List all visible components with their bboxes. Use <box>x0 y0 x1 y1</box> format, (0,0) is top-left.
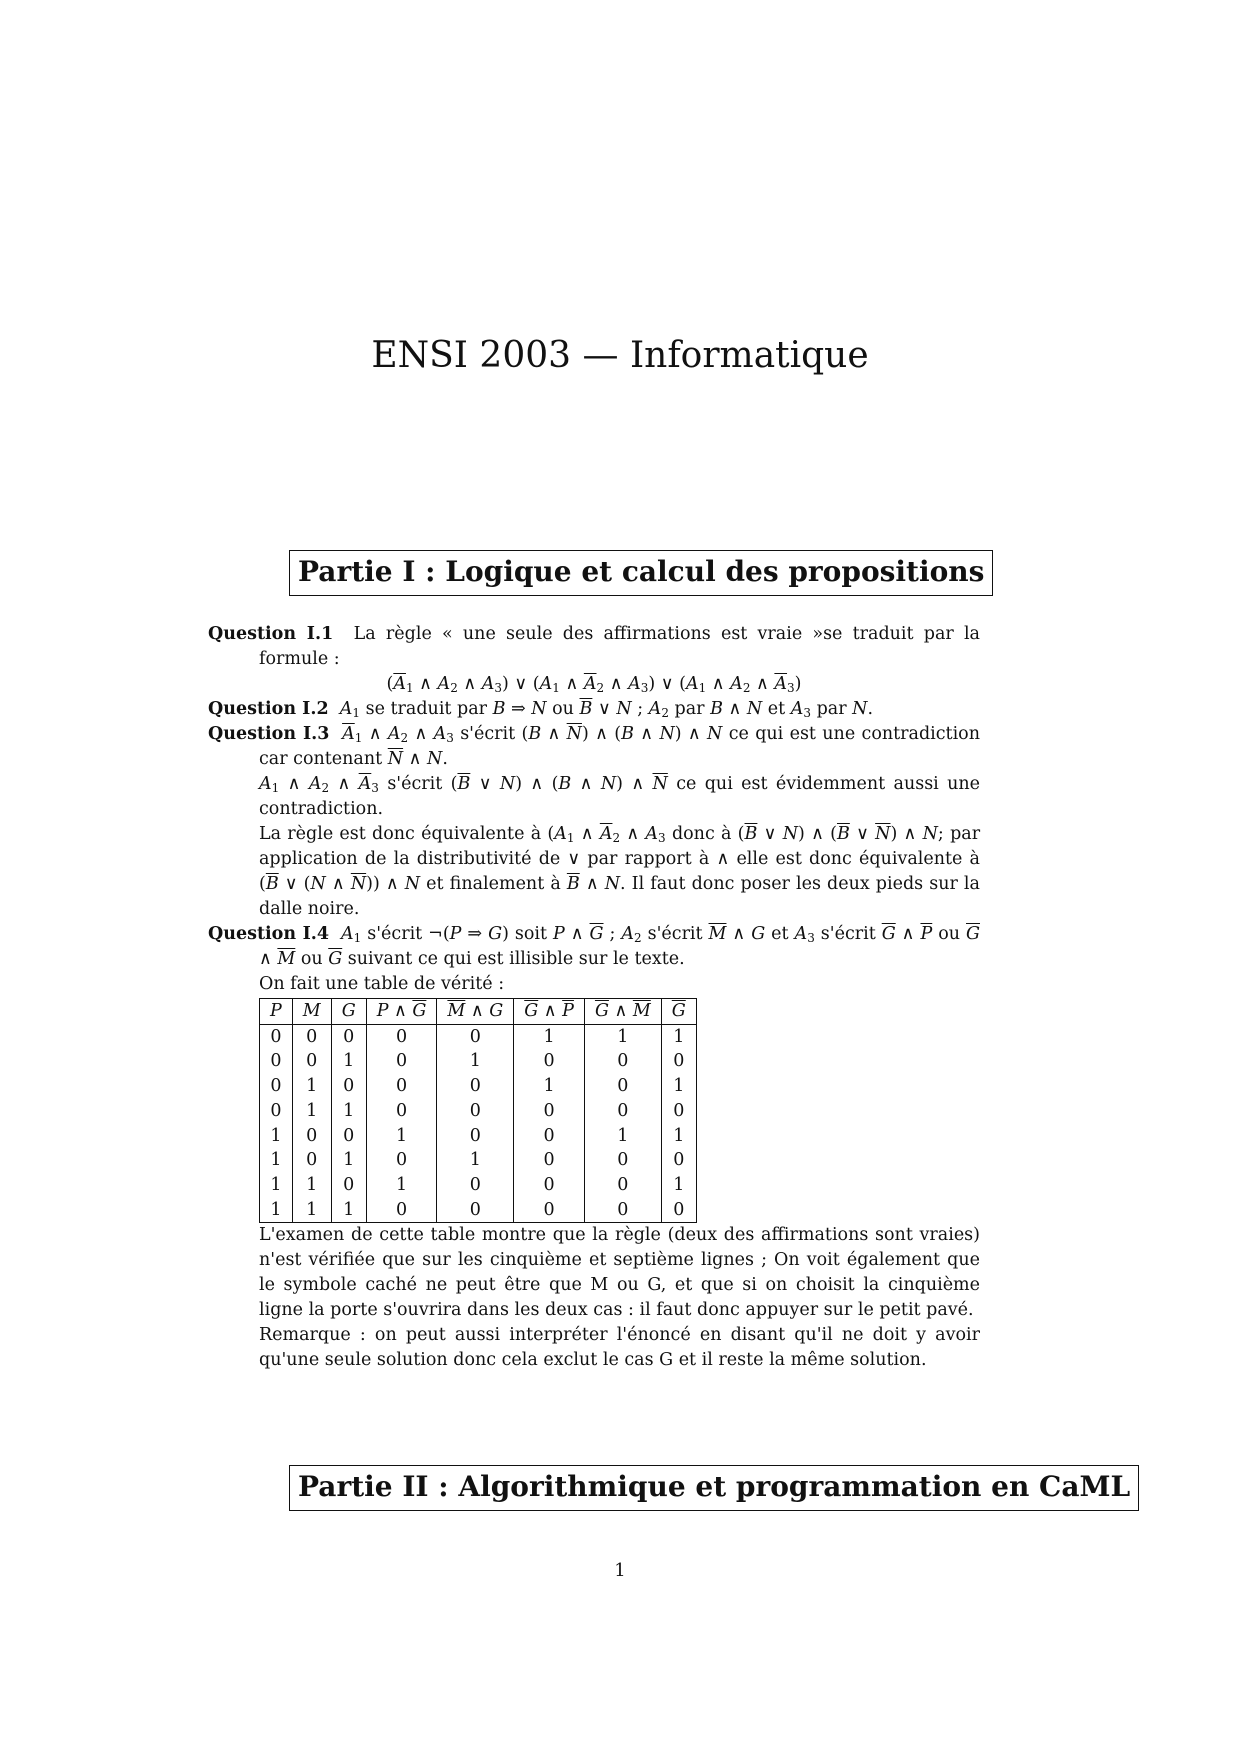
table-row <box>260 1024 697 1049</box>
question-3-para-2: $A_1$ ∧ $A_2$ ∧ $\overline{A}_3$ s'écrit ($\overline{B}$ ∨ N) ∧ (B ∧ N) ∧ $\overline{N}$ ce qui est évidemment aussi une contradiction. <box>259 774 981 819</box>
question-4-label: Question I.4 <box>208 924 330 944</box>
truth-table-header: P M G P ∧ $\overline{G}$ $\overline{M}$ ∧ G $\overline{G}$ ∧ $\overline{P}$ $\overline{G}$ ∧ $\overline{M}$ $\overline{G}$ <box>260 999 697 1025</box>
table-cell: 0 <box>366 1148 437 1173</box>
table-cell: 0 <box>292 1024 331 1049</box>
table-cell: 0 <box>584 1049 661 1074</box>
truth-table <box>259 998 697 1223</box>
table-cell: 0 <box>514 1198 585 1223</box>
part-1-body <box>208 622 980 1373</box>
table-cell: 0 <box>260 1099 293 1124</box>
table-cell: 0 <box>514 1173 585 1198</box>
question-1-label: Question I.1 <box>208 624 334 644</box>
table-cell: 0 <box>514 1099 585 1124</box>
question-4: Question I.4 $A_1$ s'écrit ¬(P ⇒ G) soit P ∧ $\overline{G}$ ; $A_2$ s'écrit $\overline{M}$ ∧ G et $A_3$ s'écrit $\overline{G}$ ∧ $\overline{P}$ ou $\overline{G}$ ∧ $\overline{M}$ ou $\overline{G}$ suivant ce qui est illisible sur le texte. <box>208 924 980 969</box>
table-cell: 1 <box>584 1024 661 1049</box>
table-cell: 0 <box>366 1099 437 1124</box>
table-cell: 0 <box>331 1074 366 1099</box>
question-1-text: La règle « une seule des affirmations est vraie »se traduit par la formule : <box>259 624 980 669</box>
question-3: Question I.3 $\overline{A}_1$ ∧ $A_2$ ∧ $A_3$ s'écrit (B ∧ $\overline{N}$) ∧ (B ∧ N) ∧ N ce qui est une contradiction car contenant $\overline{N}$ ∧ N. <box>208 724 980 769</box>
table-cell: 1 <box>260 1173 293 1198</box>
table-cell: 0 <box>437 1024 514 1049</box>
table-cell: 1 <box>584 1124 661 1149</box>
page-title: ENSI 2003 — Informatique <box>371 335 869 376</box>
table-cell: 1 <box>260 1148 293 1173</box>
table-cell: 0 <box>514 1148 585 1173</box>
table-cell: 0 <box>514 1049 585 1074</box>
table-cell: 0 <box>661 1099 696 1124</box>
table-cell: 1 <box>437 1049 514 1074</box>
table-cell: 1 <box>437 1148 514 1173</box>
table-cell: 1 <box>514 1074 585 1099</box>
table-cell: 1 <box>331 1049 366 1074</box>
table-cell: 1 <box>661 1024 696 1049</box>
table-cell: 1 <box>514 1024 585 1049</box>
table-cell: 0 <box>437 1198 514 1223</box>
table-cell: 0 <box>292 1124 331 1149</box>
remark: Remarque : on peut aussi interpréter l'énoncé en disant qu'il ne doit y avoir qu'une seule solution donc cela exclut le cas G et il reste la même solution. <box>259 1325 980 1371</box>
table-cell: 1 <box>260 1124 293 1149</box>
table-cell: 0 <box>584 1099 661 1124</box>
table-cell: 0 <box>584 1198 661 1223</box>
table-cell: 0 <box>366 1049 437 1074</box>
table-cell: 1 <box>661 1124 696 1149</box>
table-cell: 1 <box>292 1074 331 1099</box>
question-2-label: Question I.2 <box>208 699 329 719</box>
table-cell: 1 <box>366 1124 437 1149</box>
table-cell: 0 <box>437 1099 514 1124</box>
table-row <box>260 1173 697 1198</box>
table-cell: 1 <box>260 1198 293 1223</box>
table-intro: On fait une table de vérité : <box>259 974 505 994</box>
table-cell: 1 <box>292 1099 331 1124</box>
table-cell: 0 <box>260 1049 293 1074</box>
table-cell: 0 <box>331 1173 366 1198</box>
table-analysis: L'examen de cette table montre que la règle (deux des affirmations sont vraies) n'est vérifiée que sur les cinquième et septième lignes ; On voit également que le symbole caché ne peut être que M ou G, et que si on choisit la cinquième ligne la porte s'ouvrira dans les deux cas : il faut donc appuyer sur le petit pavé. <box>259 1225 980 1321</box>
formula-1: ($\overline{A}_1$ ∧ $A_2$ ∧ $A_3$) ∨ ($A_1$ ∧ $\overline{A}_2$ ∧ $A_3$) ∨ ($A_1$ ∧ $A_2$ ∧ $\overline{A}_3$) <box>386 674 802 695</box>
table-cell: 1 <box>292 1173 331 1198</box>
table-row <box>260 1099 697 1124</box>
table-cell: 1 <box>331 1148 366 1173</box>
table-cell: 0 <box>366 1024 437 1049</box>
table-cell: 1 <box>331 1099 366 1124</box>
table-cell: 0 <box>661 1148 696 1173</box>
table-cell: 0 <box>260 1074 293 1099</box>
table-cell: 0 <box>584 1173 661 1198</box>
table-cell: 1 <box>292 1198 331 1223</box>
table-cell: 0 <box>292 1148 331 1173</box>
part-1-heading: Partie I : Logique et calcul des propositions <box>289 550 993 596</box>
page-number: 1 <box>614 1560 626 1581</box>
table-cell: 0 <box>331 1124 366 1149</box>
table-cell: 0 <box>661 1049 696 1074</box>
table-cell: 0 <box>437 1074 514 1099</box>
table-row <box>260 1049 697 1074</box>
question-2: Question I.2 $A_1$ se traduit par B ⇒ N ou $\overline{B}$ ∨ N ; $A_2$ par B ∧ N et $A_3$ par N. <box>208 699 874 720</box>
table-row <box>260 1074 697 1099</box>
table-cell: 0 <box>331 1024 366 1049</box>
table-cell: 0 <box>514 1124 585 1149</box>
table-cell: 1 <box>661 1074 696 1099</box>
table-cell: 0 <box>292 1049 331 1074</box>
question-1 <box>208 622 980 672</box>
table-cell: 0 <box>661 1198 696 1223</box>
table-cell: 0 <box>584 1074 661 1099</box>
table-cell: 1 <box>661 1173 696 1198</box>
question-3-para-3: La règle est donc équivalente à ($A_1$ ∧ $\overline{A}_2$ ∧ $A_3$ donc à ($\overline{B}$ ∨ N) ∧ ($\overline{B}$ ∨ $\overline{N}$) ∧ N; par application de la distributivité de ∨ par rapport à ∧ elle est donc équivalente à ($\overline{B}$ ∨ (N ∧ $\overline{N}$)) ∧ N et finalement à $\overline{B}$ ∧ N. Il faut donc poser les deux pieds sur la dalle noire. <box>259 824 981 919</box>
table-cell: 0 <box>584 1148 661 1173</box>
table-row <box>260 1124 697 1149</box>
truth-table-body <box>260 1024 697 1223</box>
table-cell: 0 <box>260 1024 293 1049</box>
table-cell: 0 <box>437 1173 514 1198</box>
table-row <box>260 1148 697 1173</box>
part-2-heading: Partie II : Algorithmique et programmation en CaML <box>289 1465 1139 1511</box>
table-cell: 1 <box>331 1198 366 1223</box>
table-cell: 1 <box>366 1173 437 1198</box>
table-cell: 0 <box>437 1124 514 1149</box>
table-row <box>260 1198 697 1223</box>
table-cell: 0 <box>366 1198 437 1223</box>
question-3-label: Question I.3 <box>208 724 330 744</box>
table-cell: 0 <box>366 1074 437 1099</box>
truth-table-wrap <box>208 998 980 1223</box>
